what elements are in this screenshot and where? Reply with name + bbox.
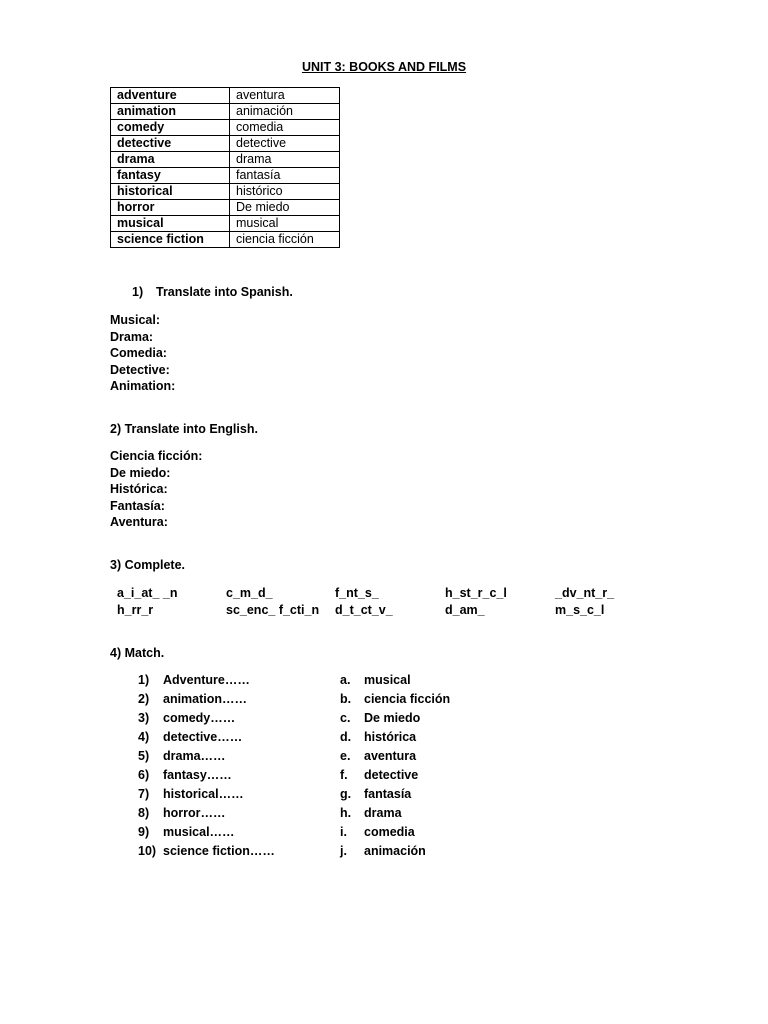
match-right-list xyxy=(340,671,450,861)
word-gap: d_am_ xyxy=(445,602,485,617)
table-row xyxy=(111,104,340,120)
section4-heading: 4) Match. xyxy=(110,646,165,660)
english-term: drama xyxy=(111,152,230,168)
item-text: Adventure…… xyxy=(163,673,250,687)
list-item xyxy=(340,709,450,728)
list-item: Aventura: xyxy=(110,515,168,529)
item-text: detective xyxy=(364,768,419,782)
item-letter: j. xyxy=(340,844,347,858)
list-item: Histórica: xyxy=(110,482,168,496)
vocabulary-table xyxy=(110,87,340,248)
list-item xyxy=(138,747,275,766)
item-text: musical…… xyxy=(163,825,235,839)
table-row xyxy=(111,136,340,152)
list-item: Drama: xyxy=(110,329,154,344)
english-term: animation xyxy=(111,104,230,120)
list-item xyxy=(340,842,450,861)
item-letter: e. xyxy=(340,749,351,763)
spanish-term: ciencia ficción xyxy=(230,232,340,248)
item-letter: f. xyxy=(340,768,348,782)
word-gap: a_i_at_ _n xyxy=(117,586,178,600)
item-number: 7) xyxy=(138,787,150,801)
item-number: 9) xyxy=(138,825,150,839)
item-text: musical xyxy=(364,673,411,687)
section1-title: Translate into Spanish. xyxy=(156,285,293,299)
list-item: Fantasía: xyxy=(110,498,165,513)
list-item xyxy=(340,823,450,842)
english-term: fantasy xyxy=(111,168,230,184)
list-item: De miedo: xyxy=(110,465,171,480)
table-row xyxy=(111,88,340,104)
english-term: adventure xyxy=(111,88,230,104)
list-item xyxy=(138,766,275,785)
section2-list xyxy=(110,448,202,531)
item-number: 2) xyxy=(138,692,150,706)
list-item xyxy=(138,709,275,728)
english-term: science fiction xyxy=(111,232,230,248)
table-row xyxy=(111,120,340,136)
spanish-term: De miedo xyxy=(230,200,340,216)
list-item: Animation: xyxy=(110,379,176,393)
table-row xyxy=(111,216,340,232)
list-item xyxy=(340,747,450,766)
table-row xyxy=(111,200,340,216)
item-number: 6) xyxy=(138,768,150,782)
item-number: 3) xyxy=(138,711,150,725)
list-item xyxy=(340,766,450,785)
item-text: animación xyxy=(364,844,426,858)
page-title: UNIT 3: BOOKS AND FILMS xyxy=(301,60,467,74)
list-item xyxy=(138,842,275,861)
list-item: Musical: xyxy=(110,313,161,327)
complete-column xyxy=(226,585,319,618)
list-item: Detective: xyxy=(110,362,170,377)
item-letter: b. xyxy=(340,692,352,706)
item-text: horror…… xyxy=(163,806,226,820)
word-gap: h_rr_r xyxy=(117,602,154,617)
item-text: comedia xyxy=(364,825,415,839)
list-item xyxy=(340,804,450,823)
spanish-term: drama xyxy=(230,152,340,168)
list-item xyxy=(340,690,450,709)
item-text: science fiction…… xyxy=(163,844,275,858)
item-text: detective…… xyxy=(163,730,243,744)
item-text: drama…… xyxy=(163,749,226,763)
spanish-term: animación xyxy=(230,104,340,120)
item-text: drama xyxy=(364,806,402,820)
item-text: animation…… xyxy=(163,692,248,706)
list-item xyxy=(138,785,275,804)
table-row xyxy=(111,232,340,248)
item-text: ciencia ficción xyxy=(364,692,451,706)
item-letter: i. xyxy=(340,825,347,839)
english-term: horror xyxy=(111,200,230,216)
word-gap: c_m_d_ xyxy=(226,586,273,600)
section1-list xyxy=(110,312,175,395)
complete-column xyxy=(555,585,614,618)
item-number: 8) xyxy=(138,806,150,820)
spanish-term: aventura xyxy=(230,88,340,104)
word-gap: d_t_ct_v_ xyxy=(335,602,393,617)
list-item xyxy=(340,671,450,690)
item-letter: h. xyxy=(340,806,352,820)
item-text: comedy…… xyxy=(163,711,236,725)
section1-number: 1) xyxy=(132,285,144,299)
complete-column xyxy=(335,585,393,618)
item-number: 10) xyxy=(138,844,157,858)
word-gap: f_nt_s_ xyxy=(335,586,379,600)
item-text: De miedo xyxy=(364,711,421,725)
list-item: Ciencia ficción: xyxy=(110,449,203,463)
list-item xyxy=(138,728,275,747)
word-gap: _dv_nt_r_ xyxy=(555,586,615,600)
complete-column xyxy=(117,585,177,618)
item-letter: c. xyxy=(340,711,351,725)
item-letter: a. xyxy=(340,673,351,687)
match-left-list xyxy=(138,671,275,861)
list-item xyxy=(138,823,275,842)
item-text: fantasía xyxy=(364,787,412,801)
word-gap: m_s_c_l xyxy=(555,602,605,617)
item-number: 1) xyxy=(138,673,150,687)
spanish-term: comedia xyxy=(230,120,340,136)
english-term: detective xyxy=(111,136,230,152)
item-text: aventura xyxy=(364,749,417,763)
complete-column xyxy=(445,585,507,618)
english-term: musical xyxy=(111,216,230,232)
list-item xyxy=(340,785,450,804)
list-item xyxy=(138,804,275,823)
section2-heading: 2) Translate into English. xyxy=(110,422,258,436)
spanish-term: detective xyxy=(230,136,340,152)
item-letter: g. xyxy=(340,787,352,801)
spanish-term: histórico xyxy=(230,184,340,200)
section3-heading: 3) Complete. xyxy=(110,558,186,572)
table-row xyxy=(111,152,340,168)
list-item xyxy=(138,671,275,690)
english-term: historical xyxy=(111,184,230,200)
word-gap: sc_enc_ f_cti_n xyxy=(226,602,320,617)
spanish-term: fantasía xyxy=(230,168,340,184)
item-letter: d. xyxy=(340,730,352,744)
item-text: histórica xyxy=(364,730,417,744)
english-term: comedy xyxy=(111,120,230,136)
list-item xyxy=(138,690,275,709)
item-number: 4) xyxy=(138,730,150,744)
spanish-term: musical xyxy=(230,216,340,232)
item-text: historical…… xyxy=(163,787,244,801)
item-number: 5) xyxy=(138,749,150,763)
section1-heading xyxy=(132,285,293,299)
list-item: Comedia: xyxy=(110,346,167,360)
table-row xyxy=(111,184,340,200)
item-text: fantasy…… xyxy=(163,768,232,782)
list-item xyxy=(340,728,450,747)
word-gap: h_st_r_c_l xyxy=(445,586,507,600)
table-row xyxy=(111,168,340,184)
